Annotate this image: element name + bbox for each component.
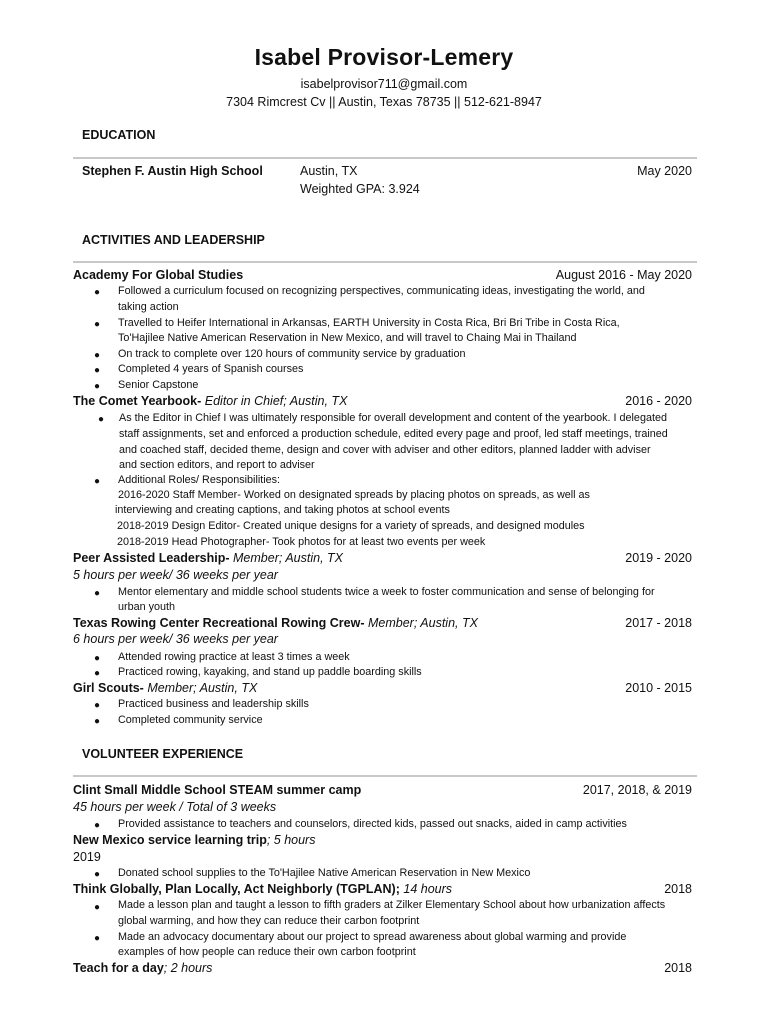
entry-date-teach: 2018 [664,961,692,975]
entry-hours: 5 hours per week/ 36 weeks per year [73,568,278,582]
bullet-icon: ● [94,933,101,944]
contact-address: 7304 Rimcrest Cv || Austin, Texas 78735 || 512-621-8947 [226,95,542,109]
entry-org: The Comet Yearbook- [73,394,202,408]
list-item: Completed 4 years of Spanish courses [118,363,304,375]
section-heading-volunteer: VOLUNTEER EXPERIENCE [82,747,244,761]
entry-date-yearbook: 2016 - 2020 [625,394,692,408]
list-item-cont: urban youth [118,601,176,613]
entry-org: Girl Scouts- [73,681,144,695]
list-item: Travelled to Heifer International in Arkansas, EARTH University in Costa Rica, Bri Bri Tribe in Costa Rica, [118,317,620,329]
list-item: Completed community service [118,714,263,726]
list-item-cont: staff assignments, set and enforced a production schedule, edited every page and proof, led staff meetings, trained [119,428,668,440]
list-item-cont: examples of how people can reduce their own carbon footprint [118,946,416,958]
entry-role: Editor in Chief; Austin, TX [201,394,348,408]
entry-date-scouts: 2010 - 2015 [625,681,692,695]
bullet-icon: ● [94,319,101,330]
bullet-icon: ● [94,365,101,376]
entry-title-nm [73,833,315,847]
entry-title-academy: Academy For Global Studies [73,268,244,282]
list-item: Practiced business and leadership skills [118,698,309,710]
school-location: Austin, TX [300,164,358,178]
entry-org: Think Globally, Plan Locally, Act Neighborly (TGPLAN); [73,882,400,896]
entry-date-academy: August 2016 - May 2020 [555,268,692,282]
bullet-icon: ● [94,588,101,599]
resume-name: Isabel Provisor-Lemery [254,44,514,70]
entry-title-teach [73,961,212,975]
entry-role: Member; Austin, TX [364,616,478,630]
list-item-cont: 2018-2019 Head Photographer- Took photos for at least two events per week [117,536,486,548]
entry-hours: ; 2 hours [163,961,213,975]
list-item: Mentor elementary and middle school students twice a week to foster communication and sense of belonging for [118,586,655,598]
entry-title-tgplan [73,882,452,896]
entry-role: Member; Austin, TX [229,551,344,565]
list-item: As the Editor in Chief I was ultimately responsible for overall development and content of the yearbook. I delegated [119,412,667,424]
bullet-icon: ● [94,381,101,392]
bullet-icon: ● [94,820,101,831]
entry-org: New Mexico service learning trip [73,833,267,847]
section-heading-activities: ACTIVITIES AND LEADERSHIP [82,233,265,247]
entry-org: Teach for a day [73,961,164,975]
graduation-date: May 2020 [637,164,692,178]
list-item: Followed a curriculum focused on recognizing perspectives, communicating ideas, investigating the world, and [118,285,645,297]
bullet-icon: ● [94,902,101,913]
list-item-cont: and section editors, and report to adviser [119,459,315,471]
entry-title-peer [73,551,343,565]
school-name: Stephen F. Austin High School [82,164,263,178]
list-item: Provided assistance to teachers and counselors, directed kids, passed out snacks, aided in camp activities [118,818,627,830]
entry-year: 2019 [73,850,101,864]
list-item-cont: taking action [118,301,179,313]
entry-role: Member; Austin, TX [143,681,258,695]
entry-hours: 14 hours [399,882,453,896]
entry-date-rowing: 2017 - 2018 [625,616,692,630]
list-item-cont: interviewing and creating captions, and taking photos at school events [115,504,450,516]
contact-email: isabelprovisor711@gmail.com [300,77,468,91]
gpa: Weighted GPA: 3.924 [300,182,420,196]
section-divider [73,775,697,777]
entry-date-clint: 2017, 2018, & 2019 [582,783,692,797]
list-item-cont: and coached staff, decided theme, design and cover with adviser and other editors, planned ladder with adviser [119,444,651,456]
section-divider [73,157,697,159]
entry-hours: 6 hours per week/ 36 weeks per year [73,632,278,646]
entry-org: Peer Assisted Leadership- [73,551,230,565]
list-item: Additional Roles/ Responsibilities: [118,474,281,486]
bullet-icon: ● [94,869,101,880]
list-item: On track to complete over 120 hours of community service by graduation [118,348,466,360]
bullet-icon: ● [98,414,105,425]
bullet-icon: ● [94,476,101,487]
list-item: Attended rowing practice at least 3 times a week [118,651,350,663]
entry-title-scouts [73,681,257,695]
list-item-cont: 2018-2019 Design Editor- Created unique designs for a variety of spreads, and designed modules [117,520,585,532]
section-heading-education: EDUCATION [82,128,156,142]
list-item-cont: 2016-2020 Staff Member- Worked on designated spreads by placing photos on spreads, as well as [118,489,590,501]
list-item: Made an advocacy documentary about our project to spread awareness about global warming and provide [118,931,627,943]
list-item: Senior Capstone [118,379,199,391]
bullet-icon: ● [94,668,101,679]
bullet-icon: ● [94,716,101,727]
entry-hours: ; 5 hours [266,833,316,847]
entry-date-peer: 2019 - 2020 [625,551,692,565]
entry-title-clint: Clint Small Middle School STEAM summer camp [73,783,362,797]
list-item: Donated school supplies to the To'Hajilee Native American Reservation in New Mexico [118,867,531,879]
list-item-cont: To'Hajilee Native American Reservation in New Mexico, and will travel to Chaing Mai in Thailand [118,332,577,344]
bullet-icon: ● [94,287,101,298]
list-item: Practiced rowing, kayaking, and stand up paddle boarding skills [118,666,422,678]
entry-date-tgplan: 2018 [664,882,692,896]
entry-title-yearbook [73,394,347,408]
list-item: Made a lesson plan and taught a lesson to fifth graders at Zilker Elementary School about how urbanization affects [118,899,666,911]
entry-org: Texas Rowing Center Recreational Rowing Crew- [73,616,365,630]
list-item-cont: global warming, and how they can reduce their carbon footprint [118,915,420,927]
entry-title-rowing [73,616,478,630]
entry-hours: 45 hours per week / Total of 3 weeks [73,800,277,814]
bullet-icon: ● [94,350,101,361]
bullet-icon: ● [94,653,101,664]
section-divider [73,261,697,263]
bullet-icon: ● [94,700,101,711]
